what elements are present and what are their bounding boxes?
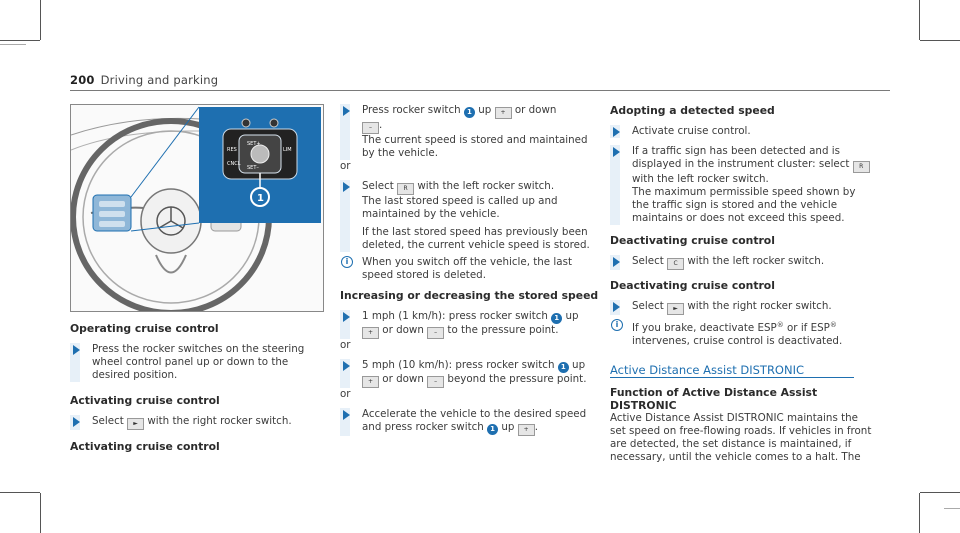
callout-badge: 1	[551, 313, 562, 324]
arrow-icon	[343, 312, 350, 322]
set-plus-icon: +	[362, 376, 379, 388]
or-text: or	[340, 388, 351, 400]
cruise-switch-icon: ►	[667, 303, 684, 315]
list-item: Select C with the left rocker switch.	[610, 255, 872, 270]
list-item: Accelerate the vehicle to the desired speed and press rocker switch 1 up + .	[340, 408, 602, 436]
crop-mark	[0, 492, 40, 493]
set-minus-icon: –	[362, 122, 379, 134]
arrow-icon	[613, 127, 620, 137]
res-icon: R	[853, 161, 870, 173]
deactivating-title-2: Deactivating cruise control	[610, 279, 775, 292]
column-2	[340, 104, 602, 436]
operating-title: Operating cruise control	[70, 322, 219, 335]
res-label: RES	[227, 147, 237, 153]
page-number: 200	[70, 73, 95, 87]
arrow-icon	[343, 106, 350, 116]
set-plus-label: SET+	[247, 141, 261, 147]
crop-mark	[0, 44, 26, 45]
set-minus-icon: –	[427, 376, 444, 388]
or-text: or	[340, 160, 351, 172]
list-item: Activate cruise control.	[610, 125, 872, 138]
list-item: Press rocker switch 1 up + or down – . The current speed is stored and maintained by the vehicle.	[340, 104, 602, 160]
set-plus-icon: +	[362, 327, 379, 339]
cncl-label: CNCL	[227, 161, 241, 167]
column-1	[70, 322, 326, 453]
set-plus-icon: +	[518, 424, 535, 436]
res-icon: R	[397, 183, 414, 195]
list-item: 1 mph (1 km/h): press rocker switch 1 up + or down – to the pressure point.	[340, 310, 602, 339]
crop-mark	[919, 0, 920, 40]
list-item: Select R with the left rocker switch. The last stored speed is called up and maintained by the vehicle. If the last stored speed has previously been deleted, the current vehicle speed is stored.	[340, 180, 602, 252]
crop-mark	[0, 40, 40, 41]
function-text: Active Distance Assist DISTRONIC maintains the set speed on free-flowing roads. If vehicles in front are detected, the set distance is maintained, if necessary, until the vehicle comes to a halt. The	[610, 412, 872, 463]
list-item: Select ► with the right rocker switch.	[70, 415, 326, 430]
set-minus-label: SET–	[247, 165, 259, 171]
callout-badge: 1	[487, 424, 498, 435]
callout-badge: 1	[558, 362, 569, 373]
info-icon: i	[611, 319, 623, 331]
callout-badge: 1	[464, 107, 475, 118]
cruise-switch-icon: ►	[127, 418, 144, 430]
note: i When you switch off the vehicle, the last speed stored is deleted.	[340, 256, 602, 282]
column-3	[610, 104, 872, 464]
list-item	[70, 343, 326, 382]
note: i If you brake, deactivate ESP® or if ESP® intervenes, cruise control is deactivated.	[610, 319, 872, 348]
arrow-icon	[613, 257, 620, 267]
info-icon: i	[341, 256, 353, 268]
lim-label: LIM	[283, 147, 292, 153]
crop-mark	[920, 492, 960, 493]
adopt-title: Adopting a detected speed	[610, 104, 775, 117]
crop-mark	[944, 508, 960, 509]
or-text: or	[340, 339, 351, 351]
arrow-icon	[73, 345, 80, 355]
arrow-icon	[613, 302, 620, 312]
crop-mark	[919, 493, 920, 533]
operating-step: Press the rocker switches on the steering wheel control panel up or down to the desired position.	[92, 343, 305, 381]
function-title: Function of Active Distance Assist DISTRONIC	[610, 386, 818, 412]
crop-mark	[40, 493, 41, 533]
list-item: If a traffic sign has been detected and is displayed in the instrument cluster: select R with the left rocker switch. The maximum permissible speed shown by the traffic sign is stored and the vehicle maintains or does not exceed this speed.	[610, 145, 872, 225]
arrow-icon	[343, 182, 350, 192]
crop-mark	[920, 40, 960, 41]
activating-title: Activating cruise control	[70, 394, 220, 407]
arrow-icon	[343, 410, 350, 420]
section-title: Driving and parking	[100, 73, 219, 87]
arrow-icon	[613, 147, 620, 157]
crop-mark	[40, 0, 41, 40]
list-item: 5 mph (10 km/h): press rocker switch 1 up + or down – beyond the pressure point.	[340, 359, 602, 388]
callout-number: 1	[257, 193, 264, 204]
distronic-link[interactable]: Active Distance Assist DISTRONIC	[610, 363, 805, 377]
steering-wheel-figure	[70, 104, 324, 312]
cncl-icon: C	[667, 258, 684, 270]
page-header	[70, 73, 218, 87]
set-plus-icon: +	[495, 107, 512, 119]
steering-wheel-illustration	[71, 105, 323, 311]
activating-title-2: Activating cruise control	[70, 440, 220, 453]
list-item: Select ► with the right rocker switch.	[610, 300, 872, 315]
increase-title: Increasing or decreasing the stored speed	[340, 289, 599, 302]
arrow-icon	[73, 417, 80, 427]
set-minus-icon: –	[427, 327, 444, 339]
arrow-icon	[343, 361, 350, 371]
deactivating-title: Deactivating cruise control	[610, 234, 775, 247]
header-rule	[70, 90, 890, 91]
